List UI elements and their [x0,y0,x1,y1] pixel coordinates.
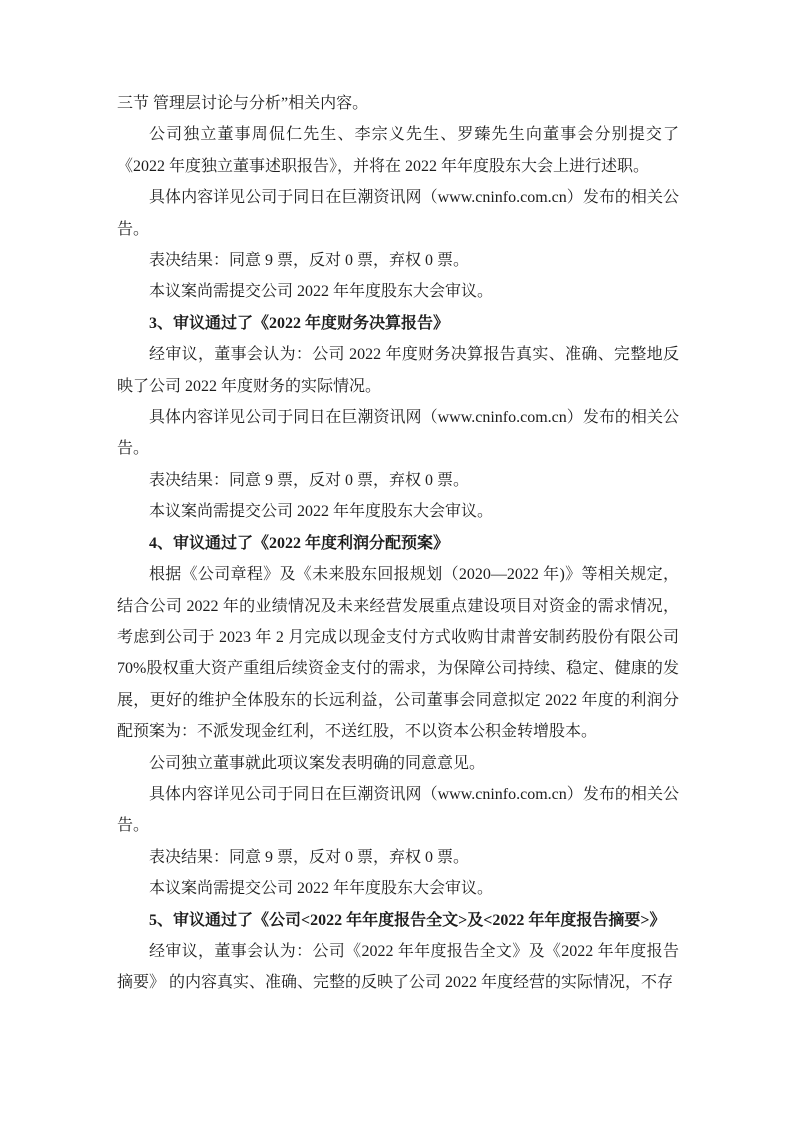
section-heading-4: 4、审议通过了《2022 年度利润分配预案》 [149,534,450,552]
paragraph: 本议案尚需提交公司 2022 年年度股东大会审议。 [149,503,494,521]
paragraph: 本议案尚需提交公司 2022 年年度股东大会审议。 [149,283,494,301]
document-body [117,88,679,999]
paragraph: 公司独立董事周侃仁先生、李宗义先生、罗臻先生向董事会分别提交了《2022 年度独立董事述职报告》，并将在 2022 年年度股东大会上进行述职。 [117,126,679,175]
paragraph-vote-result: 表决结果：同意 9 票，反对 0 票，弃权 0 票。 [149,848,470,866]
paragraph-vote-result: 表决结果：同意 9 票，反对 0 票，弃权 0 票。 [149,471,470,489]
section-heading-3: 3、审议通过了《2022 年度财务决算报告》 [149,314,450,332]
paragraph: 具体内容详见公司于同日在巨潮资讯网（www.cninfo.com.cn）发布的相关公告。 [117,189,679,238]
paragraph: 经审议，董事会认为：公司《2022 年年度报告全文》及《2022 年年度报告摘要》 的内容真实、准确、完整的反映了公司 2022 年度经营的实际情况，不存 [117,942,679,992]
paragraph: 根据《公司章程》及《未来股东回报规划（2020—2022 年)》等相关规定，结合公司 2022 年的业绩情况及未来经营发展重点建设项目对资金的需求情况，考虑到公司于 2023 年 2 月完成以现金支付方式收购甘肃普安制药股份有限公司 70%股权重大资产重组后续资金支付的需求，为保障公司持续、稳定、健康的发展，更好的维护全体股东的长远利益，公司董事会同意拟定 2022 年度的利润分配预案为：不派发现金红利，不送红股，不以资本公积金转增股本。 [117,566,679,741]
section-heading-5: 5、审议通过了《公司<2022 年年度报告全文>及<2022 年年度报告摘要>》 [149,911,666,929]
paragraph-vote-result: 表决结果：同意 9 票，反对 0 票，弃权 0 票。 [149,252,470,270]
paragraph: 经审议，董事会认为：公司 2022 年度财务决算报告真实、准确、完整地反映了公司 2022 年度财务的实际情况。 [117,346,679,395]
paragraph: 公司独立董事就此项议案发表明确的同意意见。 [149,754,486,772]
paragraph: 具体内容详见公司于同日在巨潮资讯网（www.cninfo.com.cn）发布的相关公告。 [117,785,679,835]
paragraph: 本议案尚需提交公司 2022 年年度股东大会审议。 [149,880,494,898]
paragraph-continuation: 三节 管理层讨论与分析”相关内容。 [117,95,369,112]
paragraph: 具体内容详见公司于同日在巨潮资讯网（www.cninfo.com.cn）发布的相关公告。 [117,409,679,458]
